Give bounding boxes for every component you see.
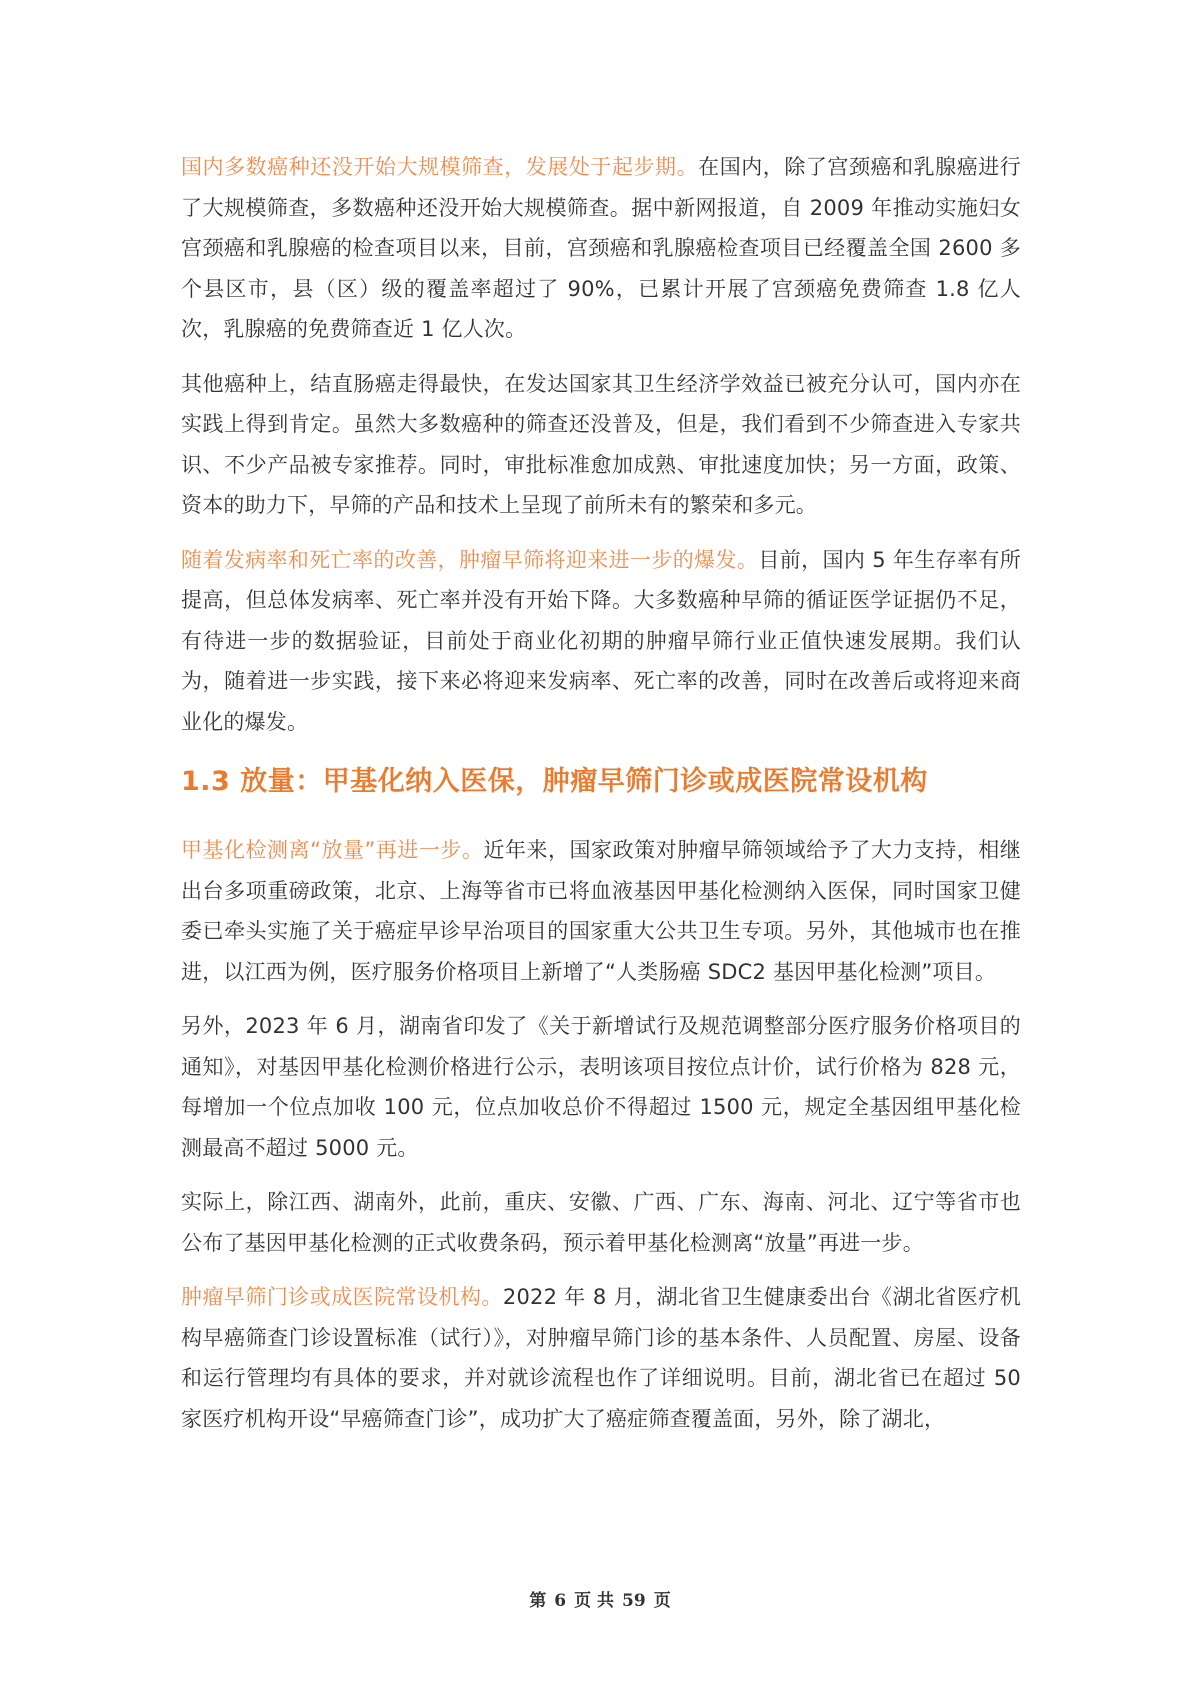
highlight-lead: 国内多数癌种还没开始大规模筛查，发展处于起步期。 xyxy=(181,155,699,179)
paragraph-other-provinces xyxy=(181,1182,1021,1263)
paragraph-other-cancers xyxy=(181,364,1021,526)
paragraph-body: 其他癌种上，结直肠癌走得最快，在发达国家其卫生经济学效益已被充分认可，国内亦在实践上得到肯定。虽然大多数癌种的筛查还没普及，但是，我们看到不少筛查进入专家共识、不少产品被专家推荐。同时，审批标准愈加成熟、审批速度加快；另一方面，政策、资本的助力下，早筛的产品和技术上呈现了前所未有的繁荣和多元。 xyxy=(181,371,1021,517)
paragraph-body: 实际上，除江西、湖南外，此前，重庆、安徽、广西、广东、海南、河北、辽宁等省市也公布了基因甲基化检测的正式收费条码，预示着甲基化检测离“放量”再进一步。 xyxy=(181,1190,1021,1255)
paragraph-body: 近年来，国家政策对肿瘤早筛领域给予了大力支持，相继出台多项重磅政策，北京、上海等省市已将血液基因甲基化检测纳入医保，同时国家卫健委已牵头实施了关于癌症早诊早治项目的国家重大公共卫生专项。另外，其他城市也在推进，以江西为例，医疗服务价格项目上新增了“人类肠癌 SDC2 基因甲基化检测”项目。 xyxy=(181,838,1021,984)
page-footer xyxy=(0,1586,1200,1611)
footer-mid: 页 共 xyxy=(574,1591,615,1611)
section-heading: 1.3 放量：甲基化纳入医保，肿瘤早筛门诊或成医院常设机构 xyxy=(181,766,928,797)
highlight-lead: 随着发病率和死亡率的改善，肿瘤早筛将迎来进一步的爆发。 xyxy=(181,547,759,572)
paragraph-body: 在国内，除了宫颈癌和乳腺癌进行了大规模筛查，多数癌种还没开始大规模筛查。据中新网报道，自 2009 年推动实施妇女宫颈癌和乳腺癌的检查项目以来，目前，宫颈癌和乳腺癌检查项目已经覆盖全国 2600 多个县区市，县（区）级的覆盖率超过了 90%，已累计开展了宫颈癌免费筛查 1.8 亿人次，乳腺癌的免费筛查近 1 亿人次。 xyxy=(181,155,1021,341)
paragraph-screening-clinic xyxy=(181,1277,1021,1439)
footer-suffix: 页 xyxy=(653,1591,671,1611)
footer-prefix: 第 xyxy=(529,1591,547,1611)
highlight-lead: 甲基化检测离“放量”再进一步。 xyxy=(181,838,484,862)
total-page-count: 59 xyxy=(622,1591,646,1611)
paragraph-body: 另外，2023 年 6 月，湖南省印发了《关于新增试行及规范调整部分医疗服务价格项目的通知》，对基因甲基化检测价格进行公示，表明该项目按位点计价，试行价格为 828 元，每增加一个位点加收 100 元，位点加收总价不得超过 1500 元，规定全基因组甲基化检测最高不超过 5000 元。 xyxy=(181,1014,1021,1160)
current-page-number: 6 xyxy=(554,1591,567,1611)
paragraph-body: 目前，国内 5 年生存率有所提高，但总体发病率、死亡率并没有开始下降。大多数癌种早筛的循证医学证据仍不足，有待进一步的数据验证，目前处于商业化初期的肿瘤早筛行业正值快速发展期。我们认为，随着进一步实践，接下来必将迎来发病率、死亡率的改善，同时在改善后或将迎来商业化的爆发。 xyxy=(181,547,1022,734)
paragraph-hunan-pricing xyxy=(181,1006,1021,1168)
page-content xyxy=(181,147,1021,1453)
paragraph-screening-start xyxy=(181,147,1021,350)
paragraph-outbreak xyxy=(181,540,1021,743)
paragraph-methylation-volume xyxy=(181,830,1021,992)
highlight-lead: 肿瘤早筛门诊或成医院常设机构。 xyxy=(181,1285,503,1309)
paragraph-body: 2022 年 8 月，湖北省卫生健康委出台《湖北省医疗机构早癌筛查门诊设置标准（试行）》，对肿瘤早筛门诊的基本条件、人员配置、房屋、设备和运行管理均有具体的要求，并对就诊流程也作了详细说明。目前，湖北省已在超过 50 家医疗机构开设“早癌筛查门诊”，成功扩大了癌症筛查覆盖面，另外，除了湖北， xyxy=(181,1285,1022,1431)
